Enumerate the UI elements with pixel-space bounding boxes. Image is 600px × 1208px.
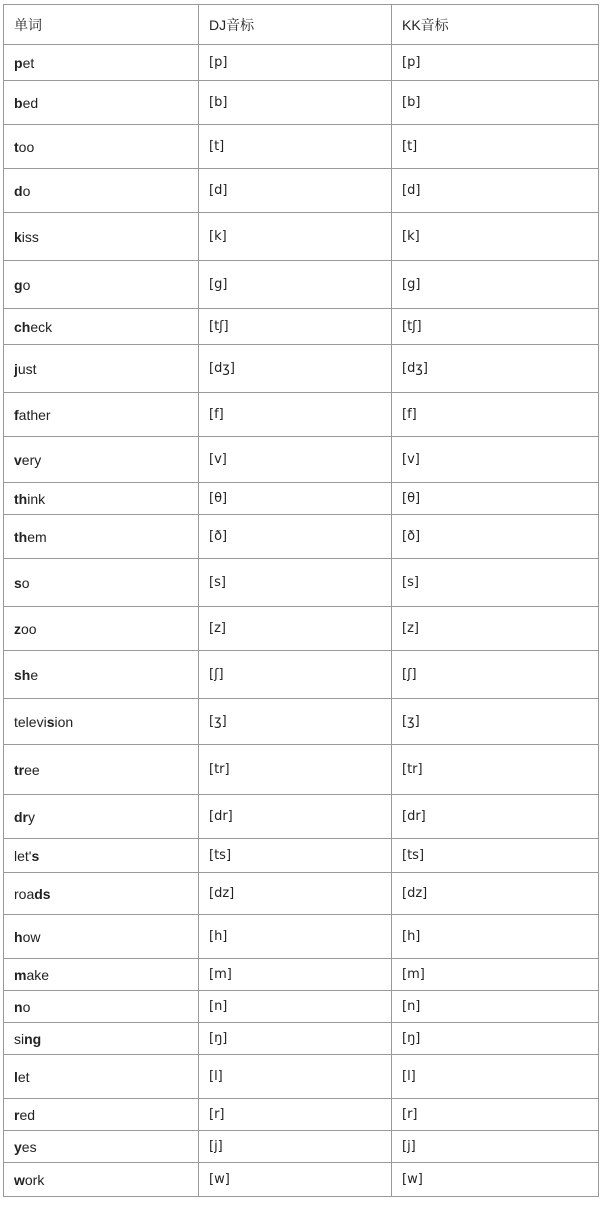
dj-cell: [dr] bbox=[199, 795, 392, 839]
word-highlight: s bbox=[14, 574, 22, 591]
dj-cell: [h] bbox=[199, 915, 392, 959]
kk-cell: [j] bbox=[392, 1131, 599, 1163]
word-highlight: dr bbox=[14, 808, 28, 825]
word-rest: oo bbox=[18, 138, 35, 155]
word-prefix: televi bbox=[14, 713, 47, 730]
table-row bbox=[4, 1131, 599, 1163]
kk-cell: [t] bbox=[392, 125, 599, 169]
table-row bbox=[4, 607, 599, 651]
word-cell bbox=[4, 1099, 199, 1131]
word-cell bbox=[4, 839, 199, 873]
table-row bbox=[4, 795, 599, 839]
word-cell bbox=[4, 1023, 199, 1055]
word-rest: eck bbox=[30, 318, 53, 335]
kk-cell: [d] bbox=[392, 169, 599, 213]
word-highlight: g bbox=[14, 276, 23, 293]
word-rest: y bbox=[28, 808, 35, 825]
dj-cell: [d] bbox=[199, 169, 392, 213]
table-row bbox=[4, 261, 599, 309]
kk-cell: [g] bbox=[392, 261, 599, 309]
kk-cell: [r] bbox=[392, 1099, 599, 1131]
dj-cell: [tʃ] bbox=[199, 309, 392, 345]
word-cell bbox=[4, 991, 199, 1023]
table-row bbox=[4, 213, 599, 261]
word-highlight: t bbox=[14, 138, 19, 155]
header-dj: DJ音标 bbox=[199, 5, 392, 45]
table-row bbox=[4, 393, 599, 437]
kk-cell: [s] bbox=[392, 559, 599, 607]
dj-cell: [p] bbox=[199, 45, 392, 81]
word-rest: ee bbox=[24, 761, 40, 778]
word-rest: ow bbox=[22, 928, 41, 945]
dj-cell: [t] bbox=[199, 125, 392, 169]
word-rest: o bbox=[22, 182, 31, 199]
table-row bbox=[4, 345, 599, 393]
table-row bbox=[4, 1023, 599, 1055]
dj-cell: [g] bbox=[199, 261, 392, 309]
word-highlight: ch bbox=[14, 318, 31, 335]
word-cell bbox=[4, 745, 199, 795]
dj-cell: [dʒ] bbox=[199, 345, 392, 393]
word-cell bbox=[4, 1055, 199, 1099]
word-rest: iss bbox=[21, 228, 39, 245]
word-rest: ink bbox=[27, 490, 46, 507]
kk-cell: [p] bbox=[392, 45, 599, 81]
header-word: 单词 bbox=[4, 5, 199, 45]
table-row bbox=[4, 81, 599, 125]
kk-cell: [m] bbox=[392, 959, 599, 991]
table-row bbox=[4, 45, 599, 81]
word-cell bbox=[4, 213, 199, 261]
word-rest: o bbox=[21, 574, 30, 591]
word-prefix: roa bbox=[14, 885, 35, 902]
word-prefix: let' bbox=[14, 847, 32, 864]
dj-cell: [l] bbox=[199, 1055, 392, 1099]
kk-cell: [dr] bbox=[392, 795, 599, 839]
dj-cell: [ts] bbox=[199, 839, 392, 873]
kk-cell: [w] bbox=[392, 1163, 599, 1197]
dj-cell: [w] bbox=[199, 1163, 392, 1197]
word-rest: ed bbox=[19, 1106, 36, 1123]
word-highlight: b bbox=[14, 94, 23, 111]
kk-cell: [ð] bbox=[392, 515, 599, 559]
word-rest: ather bbox=[18, 406, 51, 423]
word-highlight: k bbox=[14, 228, 22, 245]
word-highlight: y bbox=[14, 1138, 22, 1155]
word-cell bbox=[4, 1131, 199, 1163]
word-cell bbox=[4, 959, 199, 991]
word-highlight: d bbox=[14, 182, 23, 199]
word-highlight: th bbox=[14, 490, 28, 507]
word-rest: ust bbox=[17, 360, 37, 377]
kk-cell: [k] bbox=[392, 213, 599, 261]
word-highlight: n bbox=[14, 998, 23, 1015]
dj-cell: [ʒ] bbox=[199, 699, 392, 745]
word-cell bbox=[4, 125, 199, 169]
word-highlight: f bbox=[14, 406, 19, 423]
kk-cell: [h] bbox=[392, 915, 599, 959]
kk-cell: [f] bbox=[392, 393, 599, 437]
word-highlight: p bbox=[14, 54, 23, 71]
word-cell bbox=[4, 1163, 199, 1197]
dj-cell: [ð] bbox=[199, 515, 392, 559]
word-cell bbox=[4, 915, 199, 959]
word-cell bbox=[4, 393, 199, 437]
word-highlight: s bbox=[31, 847, 40, 864]
table-body bbox=[4, 5, 599, 1197]
kk-cell: [tʃ] bbox=[392, 309, 599, 345]
word-highlight: r bbox=[14, 1106, 20, 1123]
kk-cell: [θ] bbox=[392, 483, 599, 515]
kk-cell: [dʒ] bbox=[392, 345, 599, 393]
kk-cell: [ʒ] bbox=[392, 699, 599, 745]
dj-cell: [b] bbox=[199, 81, 392, 125]
word-cell bbox=[4, 559, 199, 607]
word-highlight: tr bbox=[14, 761, 25, 778]
word-cell bbox=[4, 261, 199, 309]
word-highlight: j bbox=[14, 360, 18, 377]
word-highlight: l bbox=[14, 1068, 18, 1085]
dj-cell: [s] bbox=[199, 559, 392, 607]
table-row bbox=[4, 873, 599, 915]
table-row bbox=[4, 125, 599, 169]
table-row bbox=[4, 1099, 599, 1131]
word-rest: o bbox=[22, 276, 31, 293]
word-rest: es bbox=[21, 1138, 37, 1155]
word-rest: ed bbox=[22, 94, 39, 111]
kk-cell: [n] bbox=[392, 991, 599, 1023]
dj-cell: [k] bbox=[199, 213, 392, 261]
word-cell bbox=[4, 699, 199, 745]
kk-cell: [ŋ] bbox=[392, 1023, 599, 1055]
word-highlight: h bbox=[14, 928, 23, 945]
word-cell bbox=[4, 795, 199, 839]
word-cell bbox=[4, 169, 199, 213]
dj-cell: [ŋ] bbox=[199, 1023, 392, 1055]
table-row bbox=[4, 991, 599, 1023]
table-row bbox=[4, 959, 599, 991]
word-cell bbox=[4, 607, 199, 651]
dj-cell: [θ] bbox=[199, 483, 392, 515]
dj-cell: [f] bbox=[199, 393, 392, 437]
dj-cell: [ʃ] bbox=[199, 651, 392, 699]
table-row bbox=[4, 839, 599, 873]
dj-cell: [r] bbox=[199, 1099, 392, 1131]
word-rest: et bbox=[22, 54, 35, 71]
word-cell bbox=[4, 437, 199, 483]
word-cell bbox=[4, 515, 199, 559]
table-row bbox=[4, 915, 599, 959]
header-kk: KK音标 bbox=[392, 5, 599, 45]
kk-cell: [ts] bbox=[392, 839, 599, 873]
dj-cell: [n] bbox=[199, 991, 392, 1023]
kk-cell: [v] bbox=[392, 437, 599, 483]
word-rest: ion bbox=[54, 713, 74, 730]
kk-cell: [ʃ] bbox=[392, 651, 599, 699]
word-cell bbox=[4, 309, 199, 345]
table-row bbox=[4, 309, 599, 345]
word-cell bbox=[4, 45, 199, 81]
table-row bbox=[4, 1163, 599, 1197]
table-header-row bbox=[4, 5, 599, 45]
word-highlight: ds bbox=[34, 885, 51, 902]
phonetic-table bbox=[3, 4, 599, 1197]
table-row bbox=[4, 437, 599, 483]
word-highlight: ng bbox=[24, 1030, 42, 1047]
dj-cell: [tr] bbox=[199, 745, 392, 795]
word-highlight: v bbox=[14, 451, 22, 468]
table-row bbox=[4, 699, 599, 745]
table-row bbox=[4, 515, 599, 559]
kk-cell: [dz] bbox=[392, 873, 599, 915]
table-row bbox=[4, 483, 599, 515]
table-row bbox=[4, 559, 599, 607]
dj-cell: [j] bbox=[199, 1131, 392, 1163]
word-cell bbox=[4, 483, 199, 515]
word-rest: et bbox=[17, 1068, 30, 1085]
word-cell bbox=[4, 651, 199, 699]
word-highlight: w bbox=[14, 1171, 25, 1188]
word-highlight: m bbox=[14, 966, 27, 983]
word-rest: e bbox=[30, 666, 39, 683]
word-cell bbox=[4, 345, 199, 393]
kk-cell: [b] bbox=[392, 81, 599, 125]
table-row bbox=[4, 1055, 599, 1099]
word-rest: oo bbox=[21, 620, 37, 637]
table-row bbox=[4, 651, 599, 699]
dj-cell: [v] bbox=[199, 437, 392, 483]
word-cell bbox=[4, 81, 199, 125]
word-rest: ork bbox=[24, 1171, 45, 1188]
kk-cell: [z] bbox=[392, 607, 599, 651]
table-row bbox=[4, 745, 599, 795]
word-rest: em bbox=[27, 528, 47, 545]
word-highlight: sh bbox=[14, 666, 31, 683]
dj-cell: [z] bbox=[199, 607, 392, 651]
dj-cell: [m] bbox=[199, 959, 392, 991]
word-highlight: s bbox=[46, 713, 55, 730]
word-rest: ery bbox=[21, 451, 42, 468]
word-cell bbox=[4, 873, 199, 915]
table-row bbox=[4, 169, 599, 213]
word-rest: ake bbox=[26, 966, 50, 983]
word-rest: o bbox=[22, 998, 31, 1015]
kk-cell: [l] bbox=[392, 1055, 599, 1099]
word-highlight: z bbox=[14, 620, 21, 637]
word-highlight: th bbox=[14, 528, 28, 545]
kk-cell: [tr] bbox=[392, 745, 599, 795]
word-prefix: si bbox=[14, 1030, 25, 1047]
dj-cell: [dz] bbox=[199, 873, 392, 915]
